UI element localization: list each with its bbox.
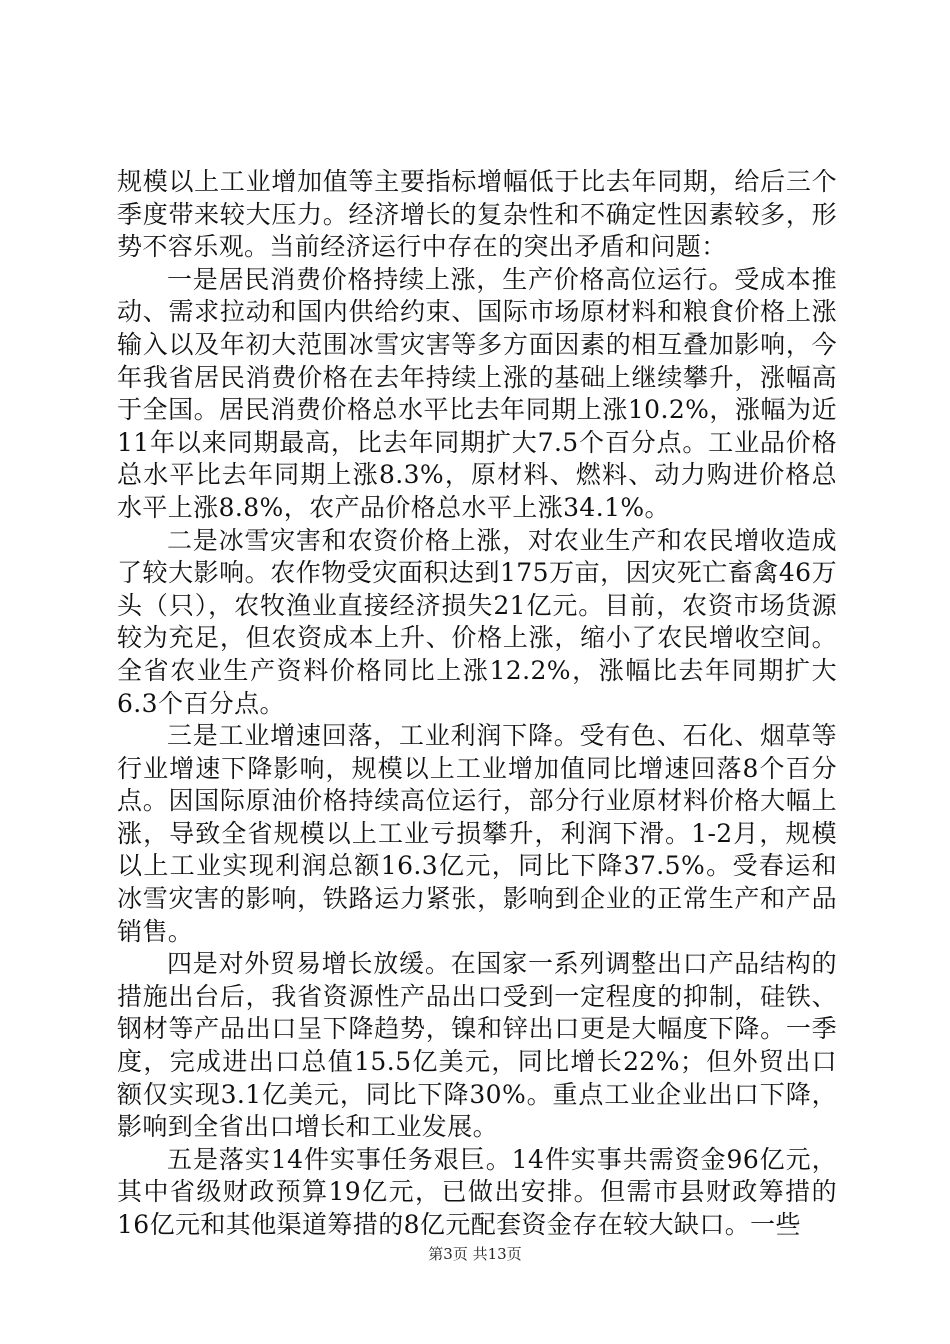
paragraph-point-1: 一是居民消费价格持续上涨，生产价格高位运行。受成本推动、需求拉动和国内供给约束、国际市场原材料和粮食价格上涨输入以及年初大范围冰雪灾害等多方面因素的相互叠加影响，今年我省居民消费价格在去年持续上涨的基础上继续攀升，涨幅高于全国。居民消费价格总水平比去年同期上涨10.2%，涨幅为近11年以来同期最高，比去年同期扩大7.5个百分点。工业品价格总水平比去年同期上涨8.3%，原材料、燃料、动力购进价格总水平上涨8.8%，农产品价格总水平上涨34.1%。 xyxy=(117,264,837,522)
paragraph-intro: 规模以上工业增加值等主要指标增幅低于比去年同期，给后三个季度带来较大压力。经济增长的复杂性和不确定性因素较多，形势不容乐观。当前经济运行中存在的突出矛盾和问题： xyxy=(117,167,837,262)
paragraph-point-2: 二是冰雪灾害和农资价格上涨，对农业生产和农民增收造成了较大影响。农作物受灾面积达到175万亩，因灾死亡畜禽46万头（只），农牧渔业直接经济损失21亿元。目前，农资市场货源较为充足，但农资成本上升、价格上涨，缩小了农民增收空间。全省农业生产资料价格同比上涨12.2%，涨幅比去年同期扩大6.3个百分点。 xyxy=(117,525,837,718)
paragraph-point-3: 三是工业增速回落，工业利润下降。受有色、石化、烟草等行业增速下降影响，规模以上工业增加值同比增速回落8个百分点。因国际原油价格持续高位运行，部分行业原材料价格大幅上涨，导致全省规模以上工业亏损攀升，利润下滑。1-2月，规模以上工业实现利润总额16.3亿元，同比下降37.5%。受春运和冰雪灾害的影响，铁路运力紧张，影响到企业的正常生产和产品销售。 xyxy=(117,721,837,946)
paragraph-point-4: 四是对外贸易增长放缓。在国家一系列调整出口产品结构的措施出台后，我省资源性产品出口受到一定程度的抑制，硅铁、钢材等产品出口呈下降趋势，镍和锌出口更是大幅度下降。一季度，完成进出口总值15.5亿美元，同比增长22%；但外贸出口额仅实现3.1亿美元，同比下降30%。重点工业企业出口下降，影响到全省出口增长和工业发展。 xyxy=(117,949,837,1142)
paragraph-point-5: 五是落实14件实事任务艰巨。14件实事共需资金96亿元，其中省级财政预算19亿元，已做出安排。但需市县财政筹措的16亿元和其他渠道筹措的8亿元配套资金存在较大缺口。一些 xyxy=(117,1144,837,1239)
page-number-footer: 第3页 共13页 xyxy=(428,1245,522,1263)
document-body xyxy=(117,166,837,1242)
